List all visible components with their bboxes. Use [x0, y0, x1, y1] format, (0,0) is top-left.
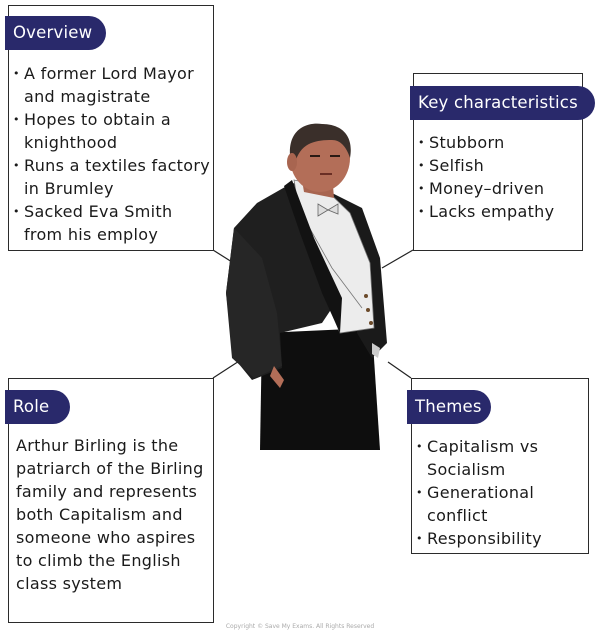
theme-item: • Responsibility	[416, 527, 588, 550]
overview-title: Overview	[5, 16, 106, 50]
theme-item: • Generational conflict	[416, 481, 588, 527]
role-title: Role	[5, 390, 70, 424]
overview-list	[13, 62, 211, 246]
overview-item: • Runs a textiles factory in Brumley	[13, 154, 211, 200]
overview-item: • Hopes to obtain a knighthood	[13, 108, 211, 154]
overview-item: • Sacked Eva Smith from his employ	[13, 200, 211, 246]
overview-item: • A former Lord Mayor and magistrate	[13, 62, 211, 108]
themes-title: Themes	[407, 390, 491, 424]
characteristic-item: • Lacks empathy	[418, 200, 583, 223]
characteristic-item: • Stubborn	[418, 131, 583, 154]
key-characteristics-list	[418, 131, 583, 223]
key-characteristics-title: Key characteristics	[410, 86, 595, 120]
characteristic-item: • Money–driven	[418, 177, 583, 200]
copyright-notice: Copyright © Save My Exams. All Rights Reserved	[225, 623, 375, 630]
theme-item: • Capitalism vs Socialism	[416, 435, 588, 481]
themes-list	[416, 435, 588, 550]
characteristic-item: • Selfish	[418, 154, 583, 177]
arthur-birling-illustration	[222, 118, 392, 453]
role-text: Arthur Birling is the patriarch of the Birling family and represents both Capitalism and someone who aspires to climb the English class system	[16, 436, 204, 593]
